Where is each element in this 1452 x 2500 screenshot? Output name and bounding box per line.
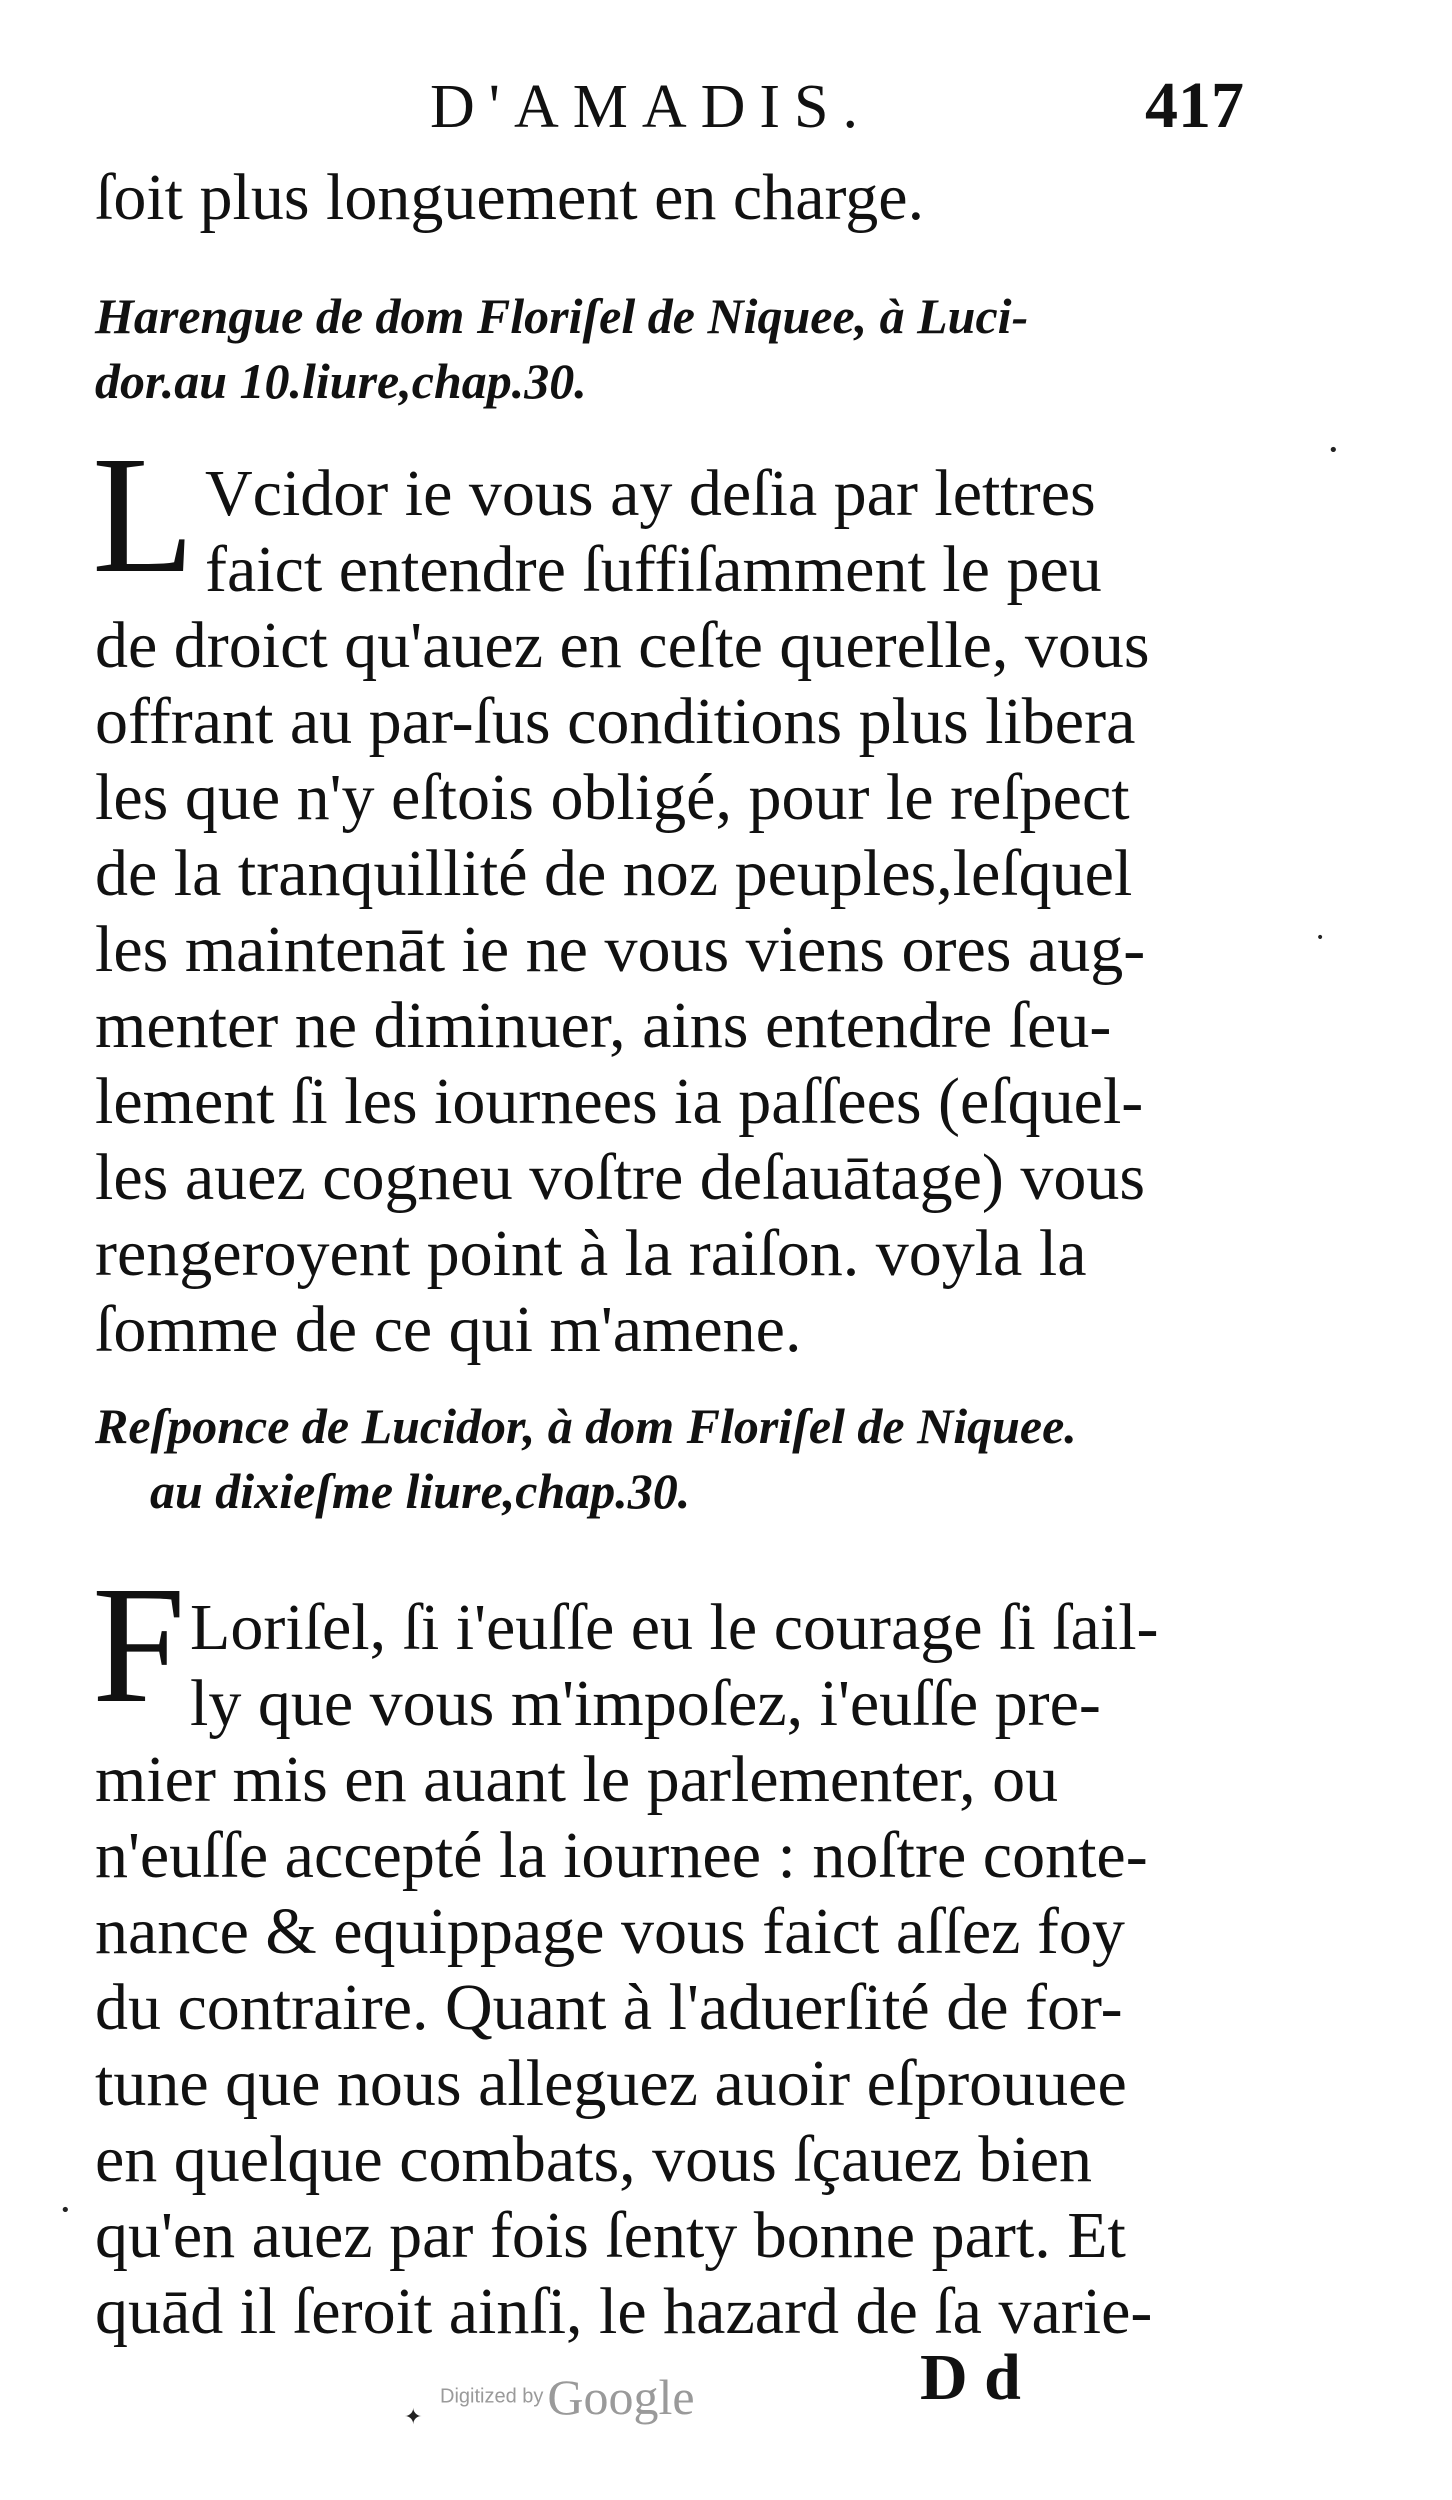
text-line: quād il ſeroit ainſi, le hazard de ſa varie-	[95, 2275, 1153, 2348]
text-line: rengeroyent point à la raiſon. voyla la	[95, 1217, 1087, 1290]
text-line: de la tranquillité de noz peuples,leſquel	[95, 837, 1133, 910]
running-head: D'AMADIS.	[430, 73, 873, 141]
text-line: de droict qu'auez en ceſte querelle, vous	[95, 609, 1150, 682]
drop-cap: F	[92, 1552, 186, 1738]
digitized-prefix: Digitized by	[440, 2385, 544, 2408]
text-line: n'euſſe accepté la iournee : noſtre conte-	[95, 1819, 1148, 1892]
text-line: nance & equippage vous faict aſſez foy	[95, 1895, 1125, 1968]
text-line: ſoit plus longuement en charge.	[95, 161, 925, 234]
text-line: Vcidor ie vous ay deſia par lettres	[205, 457, 1096, 530]
text-line: offrant au par-ſus conditions plus libera	[95, 685, 1136, 758]
text-line: du contraire. Quant à l'aduerſité de for-	[95, 1971, 1123, 2044]
section-heading-line: dor.au 10.liure,chap.30.	[95, 353, 587, 409]
page-number: 417	[1145, 69, 1244, 142]
text-line: tune que nous alleguez auoir eſprouuee	[95, 2047, 1127, 2120]
section-heading-line: Harengue de dom Floriſel de Niquee, à Luci-	[95, 288, 1029, 344]
ink-speck-icon: •	[1328, 440, 1339, 461]
text-line: menter ne diminuer, ains entendre ſeu-	[95, 989, 1112, 1062]
text-line: les auez cogneu voſtre deſauātage) vous	[95, 1141, 1146, 1214]
digitized-watermark	[440, 2368, 695, 2426]
text-line: en quelque combats, vous ſçauez bien	[95, 2123, 1092, 2196]
page-header	[90, 69, 1290, 162]
google-logo: Google	[547, 2369, 695, 2425]
text-line: faict entendre ſuffiſamment le peu	[205, 533, 1102, 606]
text-line: lement ſi les iournees ia paſſees (eſquel-	[95, 1065, 1144, 1138]
text-line: les maintenāt ie ne vous viens ores aug-	[95, 913, 1146, 986]
ink-speck-icon: •	[60, 2200, 71, 2221]
text-line: Loriſel, ſi i'euſſe eu le courage ſi ſail-	[190, 1591, 1159, 1664]
ink-speck-icon: •	[1316, 930, 1325, 946]
drop-cap: L	[92, 422, 195, 608]
text-line: qu'en auez par fois ſenty bonne part. Et	[95, 2199, 1126, 2272]
catchword: D d	[920, 2341, 1021, 2414]
section-heading-line: au dixieſme liure,chap.30.	[150, 1463, 691, 1519]
text-line: ly que vous m'impoſez, i'euſſe pre-	[190, 1667, 1101, 1740]
section-heading-line: Reſponce de Lucidor, à dom Floriſel de Niquee.	[95, 1398, 1077, 1454]
text-line: ſomme de ce qui m'amene.	[95, 1293, 802, 1366]
text-line: les que n'y eſtois obligé, pour le reſpect	[95, 761, 1130, 834]
text-line: mier mis en auant le parlementer, ou	[95, 1743, 1059, 1816]
ink-speck-icon: ✦	[404, 2405, 423, 2430]
